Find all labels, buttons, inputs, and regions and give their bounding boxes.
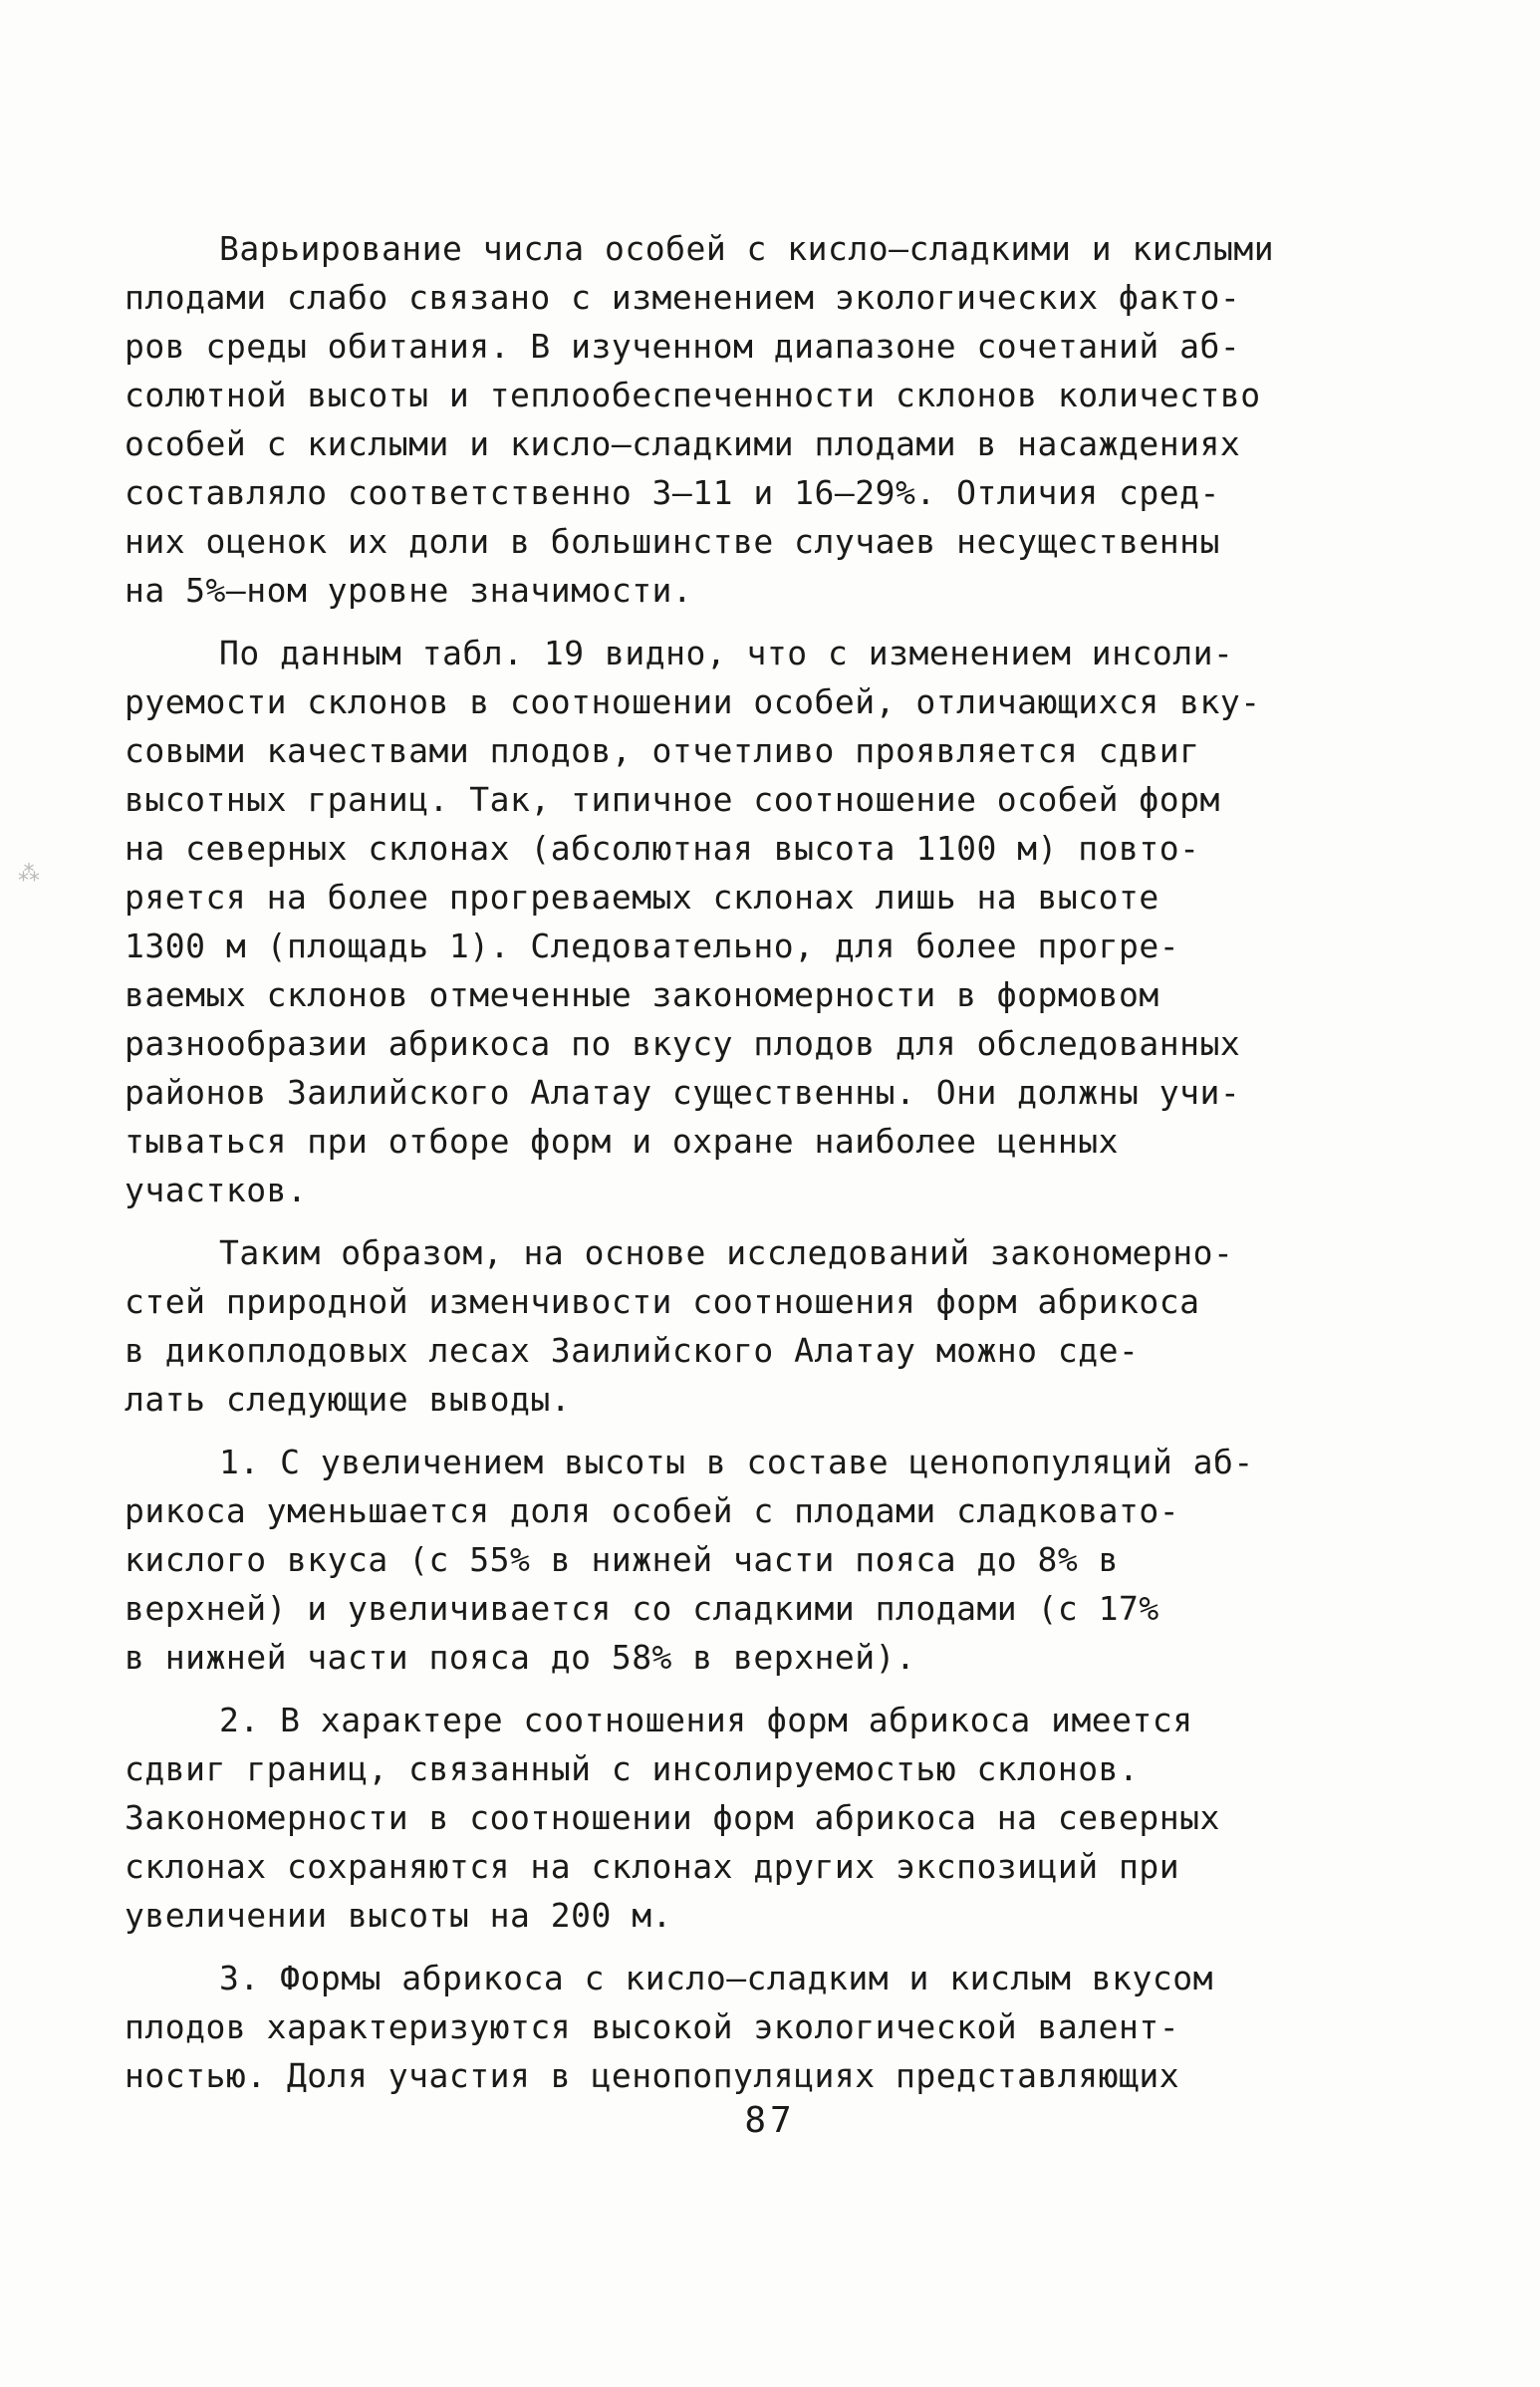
text-line: тываться при отборе форм и охране наиболее ценных bbox=[125, 1122, 1120, 1161]
text-line: них оценок их доли в большинстве случаев несущественны bbox=[125, 522, 1220, 561]
text-line: разнообразии абрикоса по вкусу плодов для обследованных bbox=[125, 1024, 1241, 1063]
text-line: участков. bbox=[125, 1171, 308, 1209]
text-line: сдвиг границ, связанный с инсолируемостью склонов. bbox=[125, 1749, 1140, 1788]
body-text bbox=[125, 224, 1414, 2114]
conclusion-1 bbox=[125, 1438, 1414, 1682]
text-line: солютной высоты и теплообеспеченности склонов количество bbox=[125, 376, 1261, 414]
text-line: в дикоплодовых лесах Заилийского Алатау можно сде- bbox=[125, 1331, 1140, 1370]
text-line: на 5%–ном уровне значимости. bbox=[125, 571, 693, 610]
text-line: Варьирование числа особей с кисло–сладкими и кислыми bbox=[219, 229, 1275, 268]
text-line: Таким образом, на основе исследований закономерно- bbox=[219, 1233, 1234, 1272]
conclusion-2 bbox=[125, 1696, 1414, 1940]
paragraph-2 bbox=[125, 629, 1414, 1214]
text-line: плодами слабо связано с изменением экологических факто- bbox=[125, 278, 1241, 317]
text-line: верхней) и увеличивается со сладкими плодами (с 17% bbox=[125, 1589, 1159, 1628]
text-line: на северных склонах (абсолютная высота 1100 м) повто- bbox=[125, 829, 1200, 868]
text-line: По данным табл. 19 видно, что с изменением инсоли- bbox=[219, 634, 1234, 672]
scan-smudge-mark: ⁂ bbox=[18, 862, 40, 887]
page-number: 87 bbox=[744, 2100, 796, 2141]
text-line: стей природной изменчивости соотношения форм абрикоса bbox=[125, 1282, 1200, 1321]
text-line: плодов характеризуются высокой экологической валент- bbox=[125, 2007, 1180, 2046]
text-line: высотных границ. Так, типичное соотношение особей форм bbox=[125, 780, 1220, 819]
text-line: Закономерности в соотношении форм абрикоса на северных bbox=[125, 1798, 1220, 1837]
text-line: составляло соответственно 3–11 и 16–29%. Отличия сред- bbox=[125, 473, 1220, 512]
text-line: 1. С увеличением высоты в составе ценопопуляций аб- bbox=[219, 1443, 1254, 1481]
text-line: 3. Формы абрикоса с кисло–сладким и кислым вкусом bbox=[219, 1959, 1214, 1997]
text-line: 2. В характере соотношения форм абрикоса имеется bbox=[219, 1701, 1193, 1739]
text-line: руемости склонов в соотношении особей, отличающихся вку- bbox=[125, 682, 1261, 721]
text-line: склонах сохраняются на склонах других экспозиций при bbox=[125, 1847, 1180, 1886]
text-line: лать следующие выводы. bbox=[125, 1380, 572, 1419]
text-line: особей с кислыми и кисло–сладкими плодами в насаждениях bbox=[125, 424, 1241, 463]
text-line: в нижней части пояса до 58% в верхней). bbox=[125, 1638, 916, 1677]
conclusion-3 bbox=[125, 1954, 1414, 2100]
text-line: увеличении высоты на 200 м. bbox=[125, 1896, 672, 1935]
text-line: ров среды обитания. В изученном диапазоне сочетаний аб- bbox=[125, 327, 1241, 366]
paragraph-3 bbox=[125, 1228, 1414, 1424]
text-line: совыми качествами плодов, отчетливо проявляется сдвиг bbox=[125, 731, 1200, 770]
text-line: кислого вкуса (с 55% в нижней части пояса до 8% в bbox=[125, 1540, 1120, 1579]
text-line: ваемых склонов отмеченные закономерности в формовом bbox=[125, 975, 1159, 1014]
text-line: 1300 м (площадь 1). Следовательно, для более прогре- bbox=[125, 927, 1180, 965]
text-line: ностью. Доля участия в ценопопуляциях представляющих bbox=[125, 2056, 1180, 2095]
text-line: ряется на более прогреваемых склонах лишь на высоте bbox=[125, 878, 1159, 917]
text-line: рикоса уменьшается доля особей с плодами сладковато- bbox=[125, 1491, 1180, 1530]
paragraph-1 bbox=[125, 224, 1414, 615]
text-line: районов Заилийского Алатау существенны. Они должны учи- bbox=[125, 1073, 1241, 1112]
